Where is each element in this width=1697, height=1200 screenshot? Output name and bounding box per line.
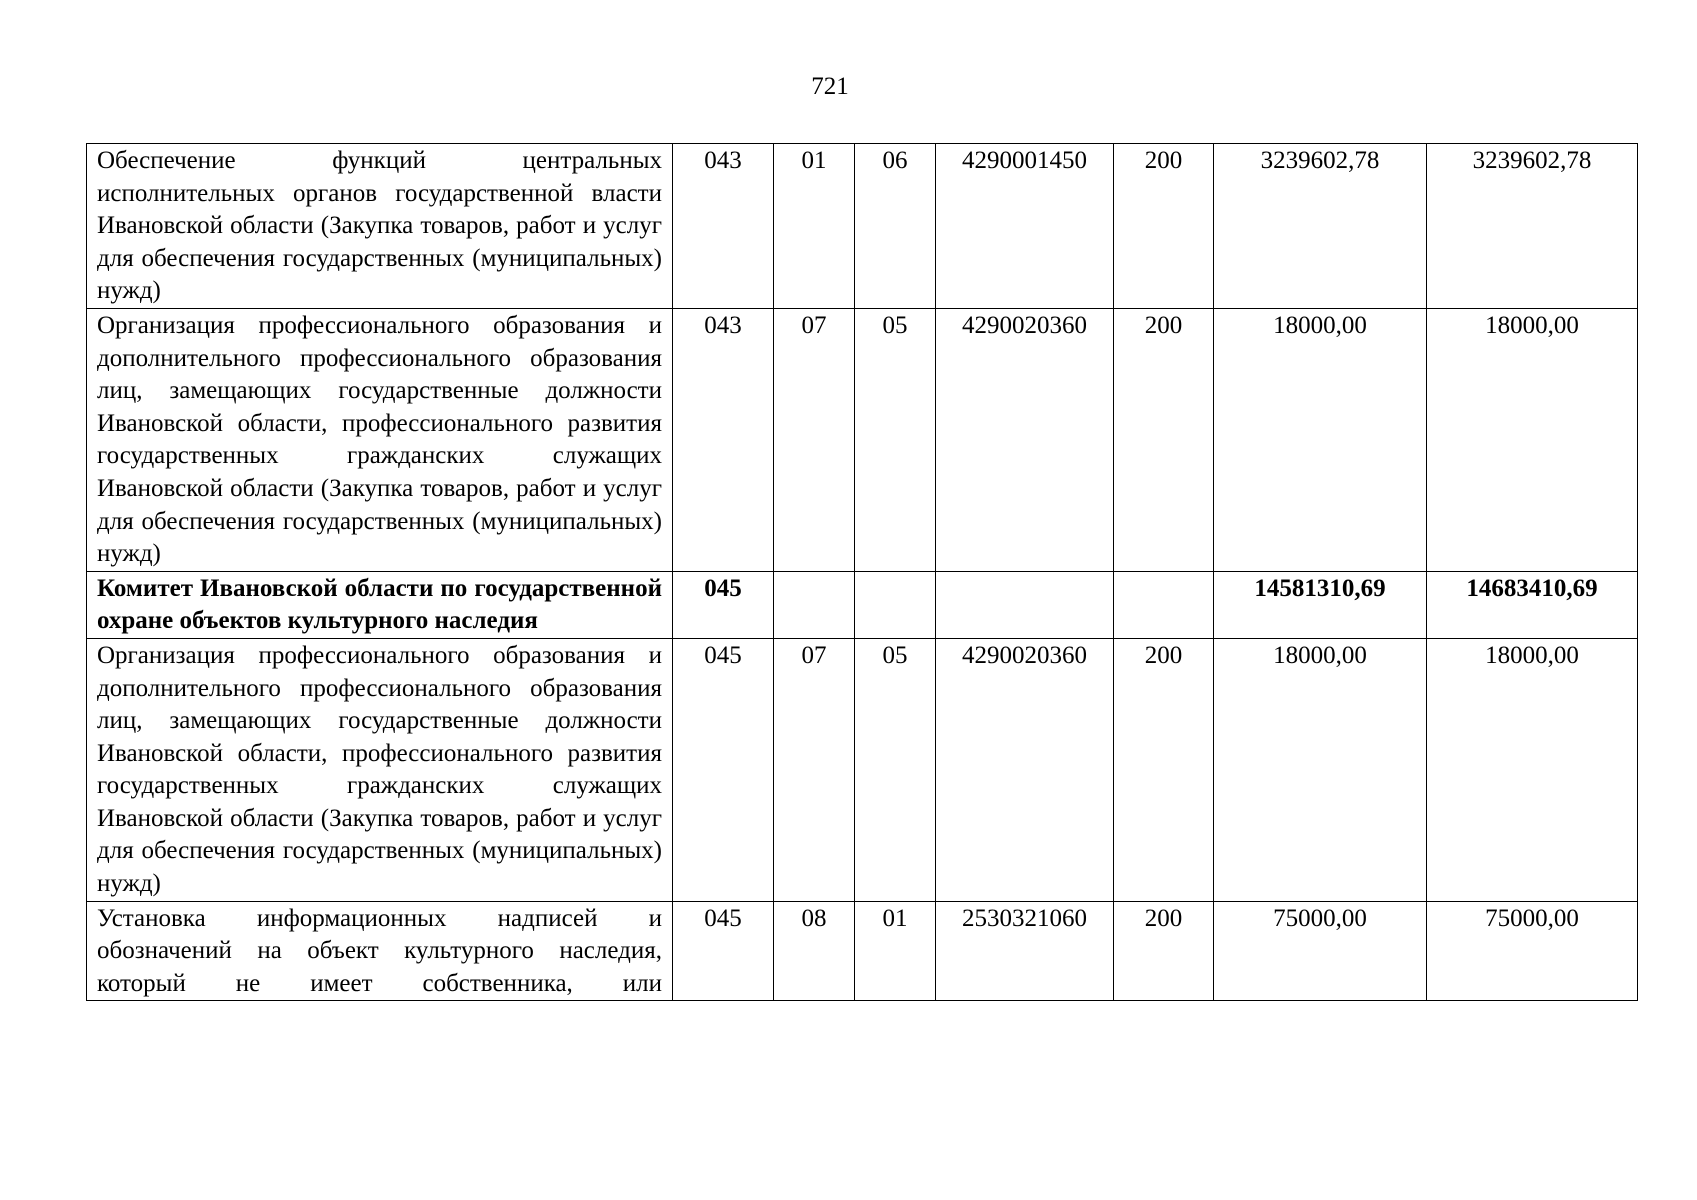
amount-year-1-cell: 18000,00 — [1214, 308, 1427, 571]
description-cell: Организация профессионального образования и дополнительного профессионального образования лиц, замещающих государственные должности Ивановской области, профессионального развития государственных гражданских служащих Ивановской области (Закупка товаров, работ и услуг для обеспечения государственных (муниципальных) нужд) — [87, 308, 673, 571]
section-code-cell: 01 — [774, 144, 855, 309]
subsection-code-cell: 01 — [855, 901, 936, 1001]
amount-year-2-cell: 18000,00 — [1427, 638, 1638, 901]
budget-table — [86, 143, 1638, 1001]
subsection-code-cell: 05 — [855, 638, 936, 901]
ministry-code-cell: 043 — [673, 144, 774, 309]
table-row — [87, 144, 1638, 309]
expense-type-cell — [1114, 571, 1214, 638]
expense-type-cell: 200 — [1114, 901, 1214, 1001]
table-row — [87, 901, 1638, 1001]
description-cell: Комитет Ивановской области по государственной охране объектов культурного наследия — [87, 571, 673, 638]
section-code-cell — [774, 571, 855, 638]
target-article-cell: 4290020360 — [936, 638, 1114, 901]
target-article-cell: 4290020360 — [936, 308, 1114, 571]
amount-year-1-cell: 18000,00 — [1214, 638, 1427, 901]
amount-year-2-cell: 14683410,69 — [1427, 571, 1638, 638]
description-cell: Обеспечение функций центральных исполнительных органов государственной власти Ивановской области (Закупка товаров, работ и услуг для обеспечения государственных (муниципальных) нужд) — [87, 144, 673, 309]
table-row — [87, 638, 1638, 901]
amount-year-1-cell: 14581310,69 — [1214, 571, 1427, 638]
ministry-code-cell: 045 — [673, 638, 774, 901]
page-number: 721 — [811, 73, 849, 100]
subsection-code-cell: 05 — [855, 308, 936, 571]
ministry-code-cell: 045 — [673, 901, 774, 1001]
description-cell: Установка информационных надписей и обозначений на объект культурного наследия, который не имеет собственника, или — [87, 901, 673, 1001]
ministry-code-cell: 043 — [673, 308, 774, 571]
amount-year-1-cell: 3239602,78 — [1214, 144, 1427, 309]
table-row-total — [87, 571, 1638, 638]
expense-type-cell: 200 — [1114, 144, 1214, 309]
target-article-cell: 2530321060 — [936, 901, 1114, 1001]
amount-year-2-cell: 75000,00 — [1427, 901, 1638, 1001]
expense-type-cell: 200 — [1114, 308, 1214, 571]
subsection-code-cell — [855, 571, 936, 638]
subsection-code-cell: 06 — [855, 144, 936, 309]
amount-year-1-cell: 75000,00 — [1214, 901, 1427, 1001]
amount-year-2-cell: 18000,00 — [1427, 308, 1638, 571]
section-code-cell: 08 — [774, 901, 855, 1001]
expense-type-cell: 200 — [1114, 638, 1214, 901]
description-cell: Организация профессионального образования и дополнительного профессионального образования лиц, замещающих государственные должности Ивановской области, профессионального развития государственных гражданских служащих Ивановской области (Закупка товаров, работ и услуг для обеспечения государственных (муниципальных) нужд) — [87, 638, 673, 901]
target-article-cell: 4290001450 — [936, 144, 1114, 309]
ministry-code-cell: 045 — [673, 571, 774, 638]
target-article-cell — [936, 571, 1114, 638]
section-code-cell: 07 — [774, 308, 855, 571]
amount-year-2-cell: 3239602,78 — [1427, 144, 1638, 309]
section-code-cell: 07 — [774, 638, 855, 901]
table-row — [87, 308, 1638, 571]
